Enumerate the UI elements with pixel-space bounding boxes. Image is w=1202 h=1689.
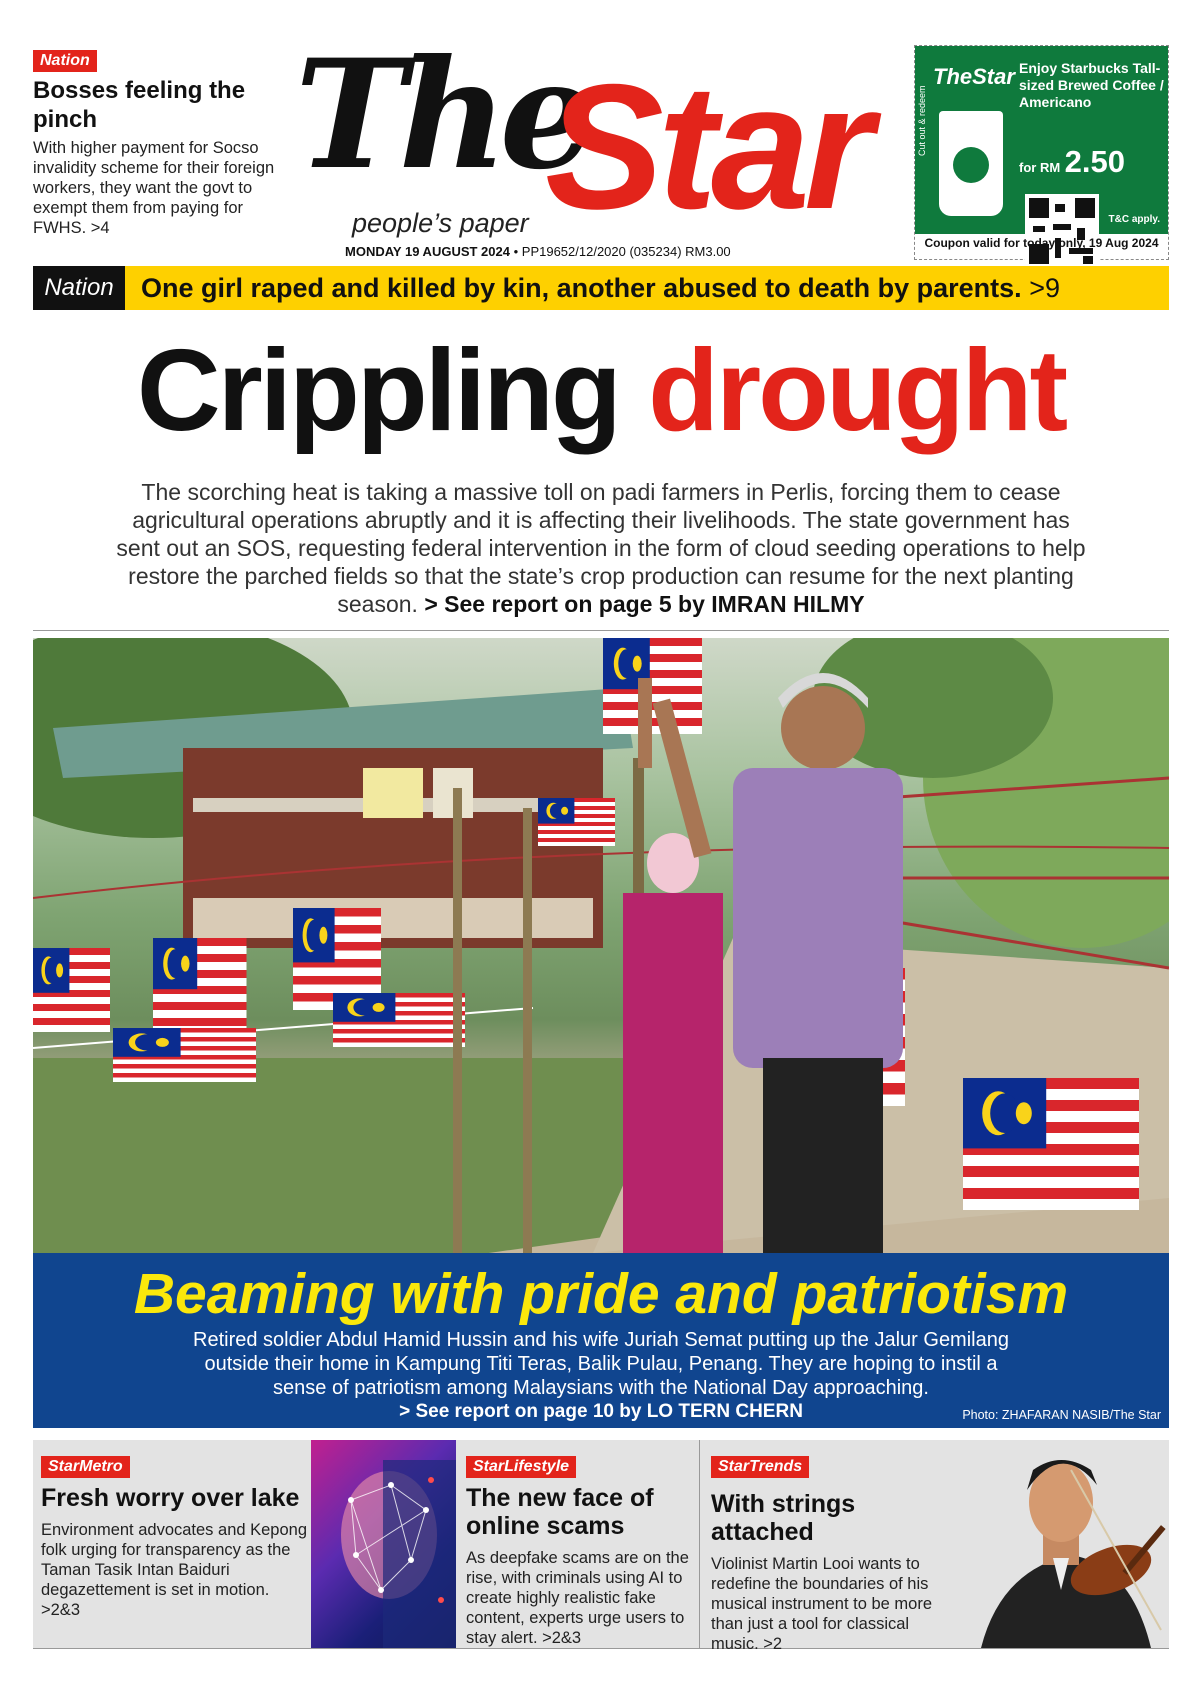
teaser-body: Environment advocates and Kepong folk urging for transparency as the Taman Tasik Intan Baiduri degazettement is set in motion. >2&3 [41,1521,308,1619]
teaser-body: As deepfake scams are on the rise, with criminals using AI to create highly realistic fake content, experts urge users to stay alert. >2&3 [466,1549,689,1647]
coffee-cup-icon [939,111,1003,216]
flag-scene-illustration [33,638,1169,1253]
coupon-validity: Coupon valid for today only, 19 Aug 2024 [924,236,1159,250]
deepfake-face-illustration [311,1440,456,1648]
banner-text: One girl raped and killed by kin, another abused to death by parents. [141,273,1022,303]
price-amount: 2.50 [1064,144,1125,179]
violinist-illustration [961,1440,1169,1648]
caption-title[interactable]: Beaming with pride and patriotism [133,1262,1069,1326]
divider [33,630,1169,631]
section-tag: StarLifestyle [466,1456,576,1478]
teaser-body: Violinist Martin Looi wants to redefine the boundaries of his musical instrument to be more than just a tool for classical music. >2 [711,1555,933,1653]
coupon-logo: TheStar [933,64,1015,89]
logo-tagline: people’s paper [352,208,529,238]
coupon-price [1019,144,1125,180]
main-photo [33,638,1169,1253]
coupon-offer: Enjoy Starbucks Tall-sized Brewed Coffee / Americano [1019,60,1164,110]
violinist-photo [961,1440,1169,1648]
starbucks-logo-icon [953,147,989,183]
qr-code-icon[interactable] [1025,194,1099,268]
teaser-headline[interactable]: Fresh worry over lake [41,1484,300,1512]
face-mesh-icon [311,1440,456,1648]
logo-star: Star [545,47,868,246]
nation-banner[interactable] [33,266,1169,310]
logo-the: The [295,27,588,203]
photo-credit: Photo: ZHAFARAN NASIB/The Star [962,1408,1161,1422]
teaser-headline[interactable]: With strings attached [711,1490,856,1546]
lead-paragraph [110,478,1092,618]
banner-page: >9 [1029,273,1060,303]
photo-caption-panel [33,1253,1169,1428]
lede-text: The scorching heat is taking a massive toll on padi farmers in Perlis, forcing them to cease agricultural operations abruptly and it is affecting their livelihoods. The state government has sent out an SOS, requesting federal intervention in the form of cloud seeding operations to help restore the parched fields so that the state’s crop production can resume for the next planting season. [116,479,1086,617]
caption-text: Retired soldier Abdul Hamid Hussin and his wife Juriah Semat putting up the Jalur Gemilang outside their home in Kampung Titi Teras, Balik Pulau, Penang. They are hoping to instil a sense of patriotism among Malaysians with the National Day approaching. [193,1329,1009,1399]
permit-price: • PP19652/12/2020 (035234) RM3.00 [513,244,731,259]
teaser-headline[interactable]: Bosses feeling the pinch [33,77,246,133]
teaser-startrends[interactable] [711,1440,961,1653]
teaser-starlifestyle[interactable] [466,1440,711,1648]
bottom-teasers [33,1440,1169,1653]
section-tag: StarTrends [711,1456,809,1478]
teaser-starmetro[interactable] [41,1440,311,1648]
issue-date: MONDAY 19 AUGUST 2024 [345,244,510,259]
headline-word-2: drought [648,325,1066,455]
headline-word-1: Crippling [136,325,619,455]
teaser-body: With higher payment for Socso invalidity scheme for their foreign workers, they want the govt to exempt them from paying for FWHS. >4 [33,139,275,237]
column-divider [699,1440,700,1648]
banner-headline[interactable] [141,266,1060,310]
coupon-tc: T&C apply. [1108,214,1160,225]
masthead [295,27,915,265]
dateline [345,244,731,259]
nation-teaser[interactable] [33,50,283,238]
lede-report-link[interactable]: > See report on page 5 by IMRAN HILMY [424,591,865,617]
starbucks-coupon[interactable] [914,45,1169,260]
price-prefix: for RM [1019,160,1061,175]
banner-label: Nation [33,266,125,310]
main-headline[interactable] [0,320,1202,460]
caption-report-link[interactable]: > See report on page 10 by LO TERN CHERN [399,1401,803,1422]
section-tag: StarMetro [41,1456,130,1478]
teaser-headline[interactable]: The new face of online scams [466,1484,654,1540]
section-tag: Nation [33,50,97,72]
cut-out-label: Cut out & redeem [917,85,927,156]
